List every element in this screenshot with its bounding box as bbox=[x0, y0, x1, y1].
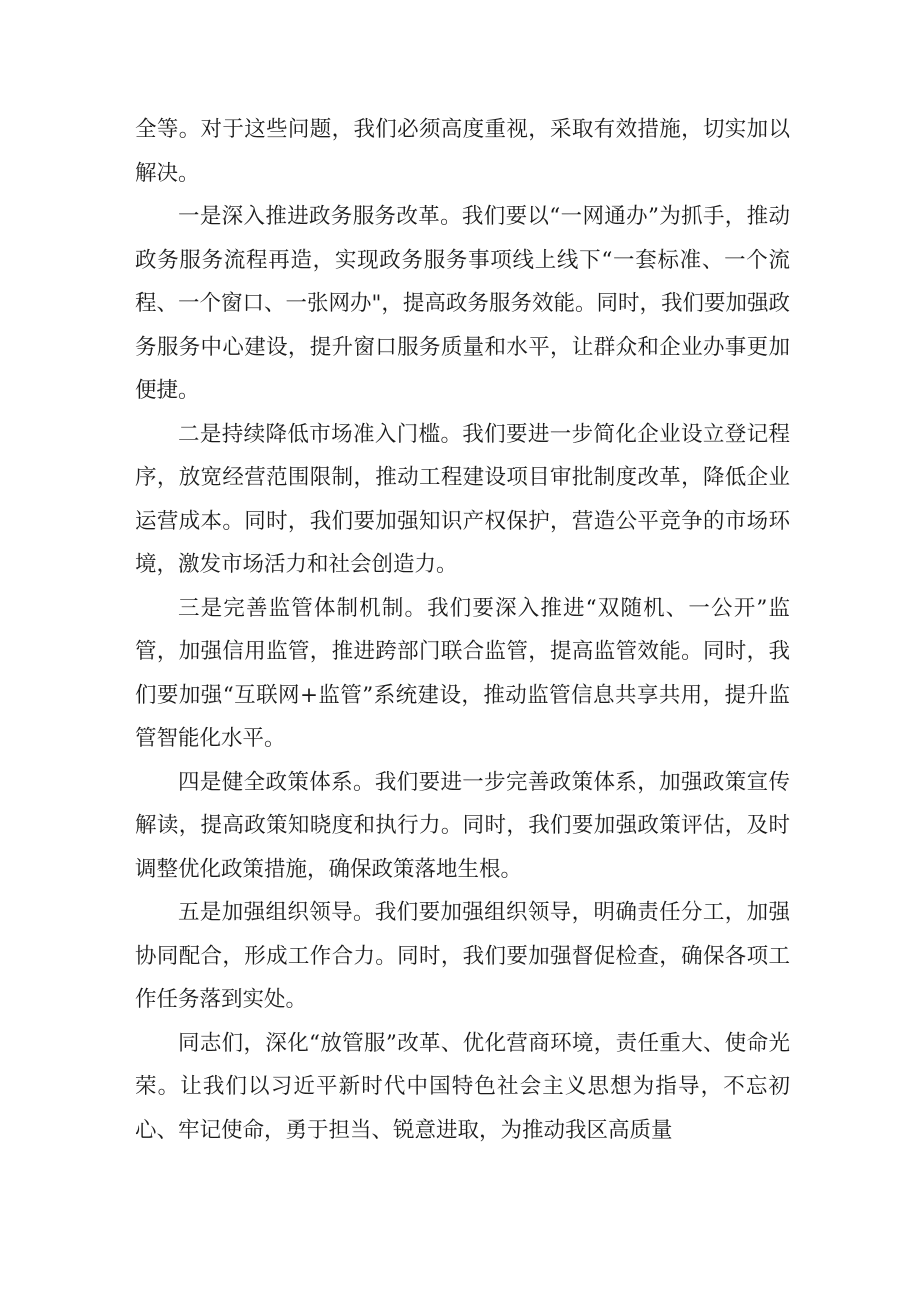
paragraph-policy-system: 四是健全政策体系。我们要进一步完善政策体系，加强政策宣传解读，提高政策知晓度和执行力。同时，我们要加强政策评估，及时调整优化政策措施，确保政策落地生根。 bbox=[135, 769, 790, 882]
document-body bbox=[135, 108, 790, 1152]
paragraph-supervision-system: 三是完善监管体制机制。我们要深入推进“双随机、一公开”监管，加强信用监管，推进跨部门联合监管，提高监管效能。同时，我们要加强“互联网+监管”系统建设，推动监管信息共享共用，提升监管智能化水平。 bbox=[135, 595, 790, 751]
paragraph-closing: 同志们，深化“放管服”改革、优化营商环境，责任重大、使命光荣。让我们以习近平新时代中国特色社会主义思想为指导，不忘初心、牢记使命，勇于担当、锐意进取，为推动我区高质量 bbox=[135, 1030, 790, 1143]
paragraph-market-access: 二是持续降低市场准入门槛。我们要进一步简化企业设立登记程序，放宽经营范围限制，推动工程建设项目审批制度改革，降低企业运营成本。同时，我们要加强知识产权保护，营造公平竞争的市场环境，激发市场活力和社会创造力。 bbox=[135, 421, 790, 577]
paragraph-continuation: 全等。对于这些问题，我们必须高度重视，采取有效措施，切实加以解决。 bbox=[135, 117, 790, 186]
paragraph-organizational-leadership: 五是加强组织领导。我们要加强组织领导，明确责任分工，加强协同配合，形成工作合力。同时，我们要加强督促检查，确保各项工作任务落到实处。 bbox=[135, 900, 790, 1012]
paragraph-government-service-reform: 一是深入推进政务服务改革。我们要以“一网通办”为抓手，推动政务服务流程再造，实现政务服务事项线上线下“一套标准、一个流程、一个窗口、一张网办"，提高政务服务效能。同时，我们要加强政务服务中心建设，提升窗口服务质量和水平，让群众和企业办事更加便捷。 bbox=[135, 204, 790, 403]
